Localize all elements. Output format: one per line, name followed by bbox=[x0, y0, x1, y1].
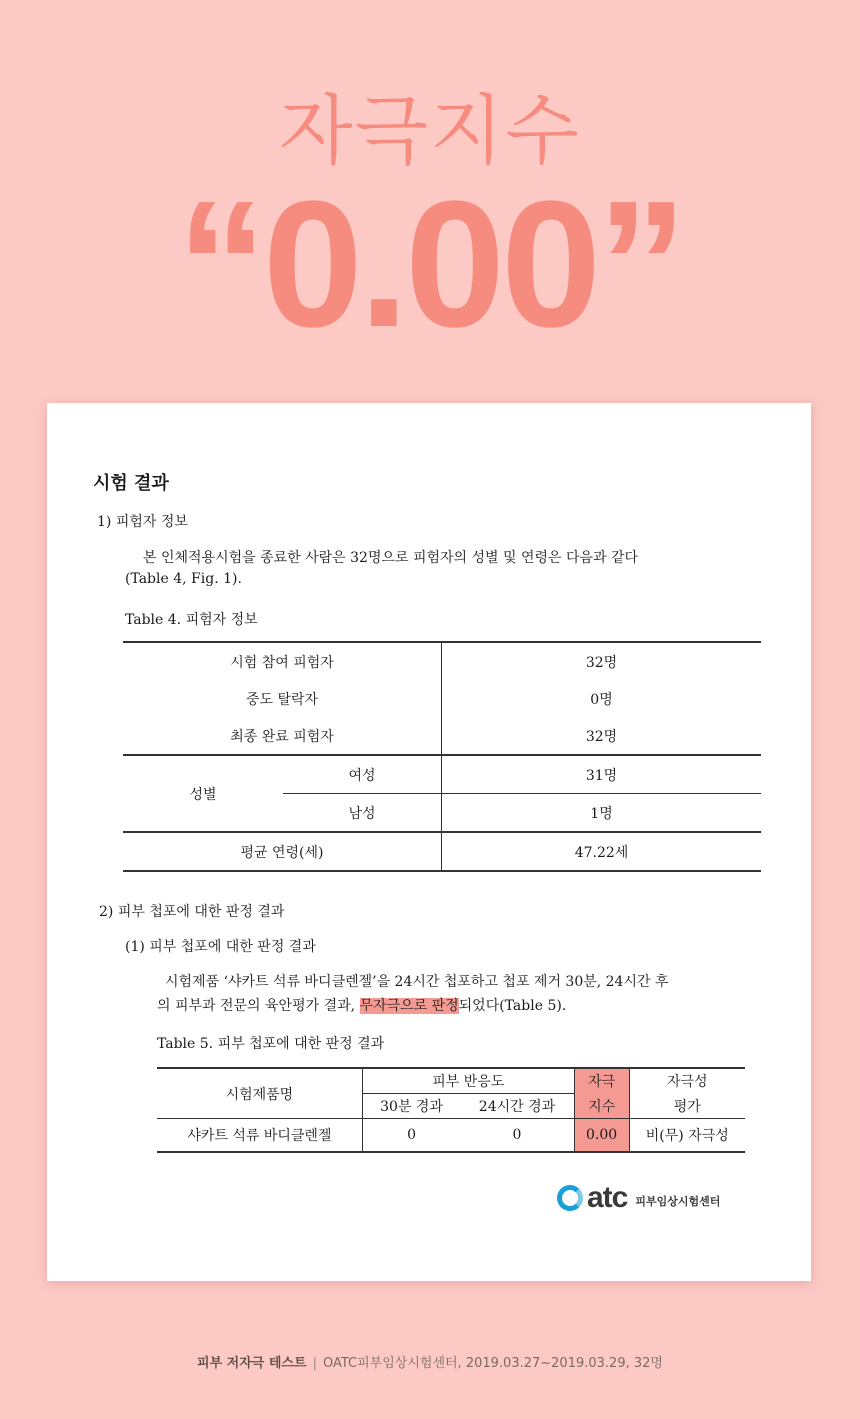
age-label: 평균 연령(세) bbox=[123, 832, 442, 871]
paragraph-text: 되었다(Table 5). bbox=[458, 998, 567, 1014]
col-index-header-1: 자극 bbox=[574, 1068, 629, 1094]
table-row bbox=[123, 642, 761, 680]
age-value: 47.22세 bbox=[442, 832, 762, 871]
footer-separator: | bbox=[312, 1356, 317, 1371]
table-cell-label: 최종 완료 피험자 bbox=[123, 717, 442, 755]
table-cell-value: 0명 bbox=[590, 691, 613, 708]
paragraph-patch-line2 bbox=[157, 995, 566, 1015]
table-row bbox=[123, 832, 761, 871]
table5-caption: Table 5. 피부 첩포에 대한 판정 결과 bbox=[157, 1036, 385, 1052]
table-cell-value: 32명 bbox=[585, 728, 618, 745]
table-row bbox=[123, 680, 761, 717]
highlighted-result: 무자극으로 판정 bbox=[359, 998, 459, 1014]
subject-info-table bbox=[123, 641, 761, 872]
hero-title: 자극지수 bbox=[279, 86, 581, 175]
col-reaction-header: 피부 반응도 bbox=[362, 1068, 574, 1094]
subsubsection-patch-result: (1) 피부 첩포에 대한 판정 결과 bbox=[125, 939, 316, 955]
table4-caption: Table 4. 피험자 정보 bbox=[125, 612, 258, 628]
table-cell-label: 중도 탈락자 bbox=[123, 680, 442, 717]
footer-detail: OATC피부임상시험센터, 2019.03.27~2019.03.29, 32명 bbox=[322, 1356, 663, 1371]
table-cell-value: 32명 bbox=[442, 642, 762, 680]
col-30min-header: 30분 경과 bbox=[380, 1099, 443, 1115]
paragraph-subject-line2: (Table 4, Fig. 1). bbox=[125, 571, 242, 587]
col-index-header-2: 지수 bbox=[574, 1094, 629, 1119]
col-24h-header: 24시간 경과 bbox=[460, 1094, 574, 1119]
male-value: 1명 bbox=[442, 794, 762, 833]
col-eval-header-2: 평가 bbox=[673, 1098, 701, 1115]
row-30min: 0 bbox=[362, 1119, 460, 1153]
col-product-header: 시험제품명 bbox=[157, 1068, 362, 1119]
subsection-subject-info: 1) 피험자 정보 bbox=[97, 514, 188, 530]
col-eval-header-1: 자극성 bbox=[629, 1068, 745, 1094]
female-label: 여성 bbox=[283, 755, 442, 794]
table-row bbox=[157, 1068, 745, 1094]
subsection-patch-result: 2) 피부 첩포에 대한 판정 결과 bbox=[99, 904, 285, 920]
male-label: 남성 bbox=[283, 794, 442, 833]
document-card bbox=[47, 403, 811, 1281]
female-value: 31명 bbox=[442, 755, 762, 794]
row-index: 0.00 bbox=[574, 1119, 629, 1153]
paragraph-patch-line1: 시험제품 ‘샤카트 석류 바디클렌젤’을 24시간 첩포하고 첩포 제거 30분, 24시간 후 bbox=[165, 974, 669, 990]
table-row bbox=[123, 717, 761, 755]
logo-text: atc bbox=[587, 1181, 628, 1214]
paragraph-subject-line1: 본 인체적용시험을 종료한 사람은 32명으로 피험자의 성별 및 연령은 다음과 같다 bbox=[143, 550, 639, 566]
footer-caption bbox=[0, 1352, 860, 1371]
footer-bold: 피부 저자극 테스트 bbox=[197, 1356, 307, 1371]
atc-ring-icon bbox=[557, 1185, 583, 1211]
table-cell-label: 시험 참여 피험자 bbox=[123, 642, 442, 680]
atc-logo bbox=[557, 1181, 720, 1215]
table-row bbox=[157, 1119, 745, 1153]
table-row bbox=[123, 755, 761, 794]
row-24h: 0 bbox=[460, 1119, 574, 1153]
patch-result-table bbox=[157, 1067, 745, 1153]
paragraph-text: 의 피부과 전문의 육안평가 결과, bbox=[157, 998, 356, 1014]
section-title: 시험 결과 bbox=[93, 473, 169, 494]
row-eval: 비(무) 자극성 bbox=[629, 1119, 745, 1153]
hero-value: “0.00” bbox=[176, 164, 684, 365]
logo-subtitle: 피부임상시험센터 bbox=[635, 1195, 721, 1208]
row-product: 샤카트 석류 바디클렌젤 bbox=[157, 1119, 362, 1153]
gender-label: 성별 bbox=[123, 755, 283, 832]
